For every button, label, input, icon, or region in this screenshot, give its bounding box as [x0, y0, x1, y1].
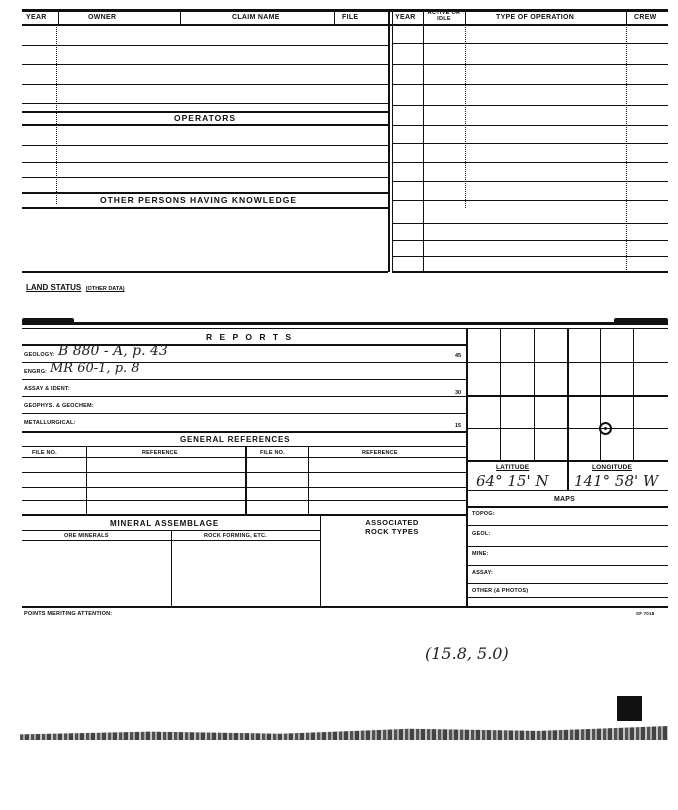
divider [308, 446, 309, 514]
row-line [22, 379, 466, 380]
center-divider [392, 9, 393, 272]
row-line [22, 396, 466, 397]
row-line [22, 64, 388, 65]
crew-header: CREW [634, 14, 657, 21]
grid-line [466, 395, 668, 397]
longitude-value: 141° 58' W [574, 472, 659, 490]
divider [58, 9, 59, 24]
divider [465, 9, 466, 24]
scan-edge-noise [20, 726, 668, 740]
latitude-value: 64° 15' N [476, 472, 549, 490]
scale-45: 45 [455, 353, 462, 359]
maps-heading: MAPS [554, 496, 576, 503]
row-line [392, 84, 668, 85]
center-divider [388, 9, 390, 272]
row-line [22, 103, 388, 104]
operators-heading: OPERATORS [174, 113, 237, 123]
file-header: FILE [342, 14, 359, 21]
assay-label: ASSAY & IDENT: [24, 386, 70, 392]
row-line [22, 487, 466, 488]
metallurgical-label: METALLURGICAL: [24, 420, 76, 426]
scale-15: 15 [455, 423, 462, 429]
row-line [466, 506, 668, 508]
smudge [22, 318, 74, 323]
row-line [392, 105, 668, 106]
row-line [22, 207, 388, 209]
row-line [22, 145, 388, 146]
longitude-label: LONGITUDE [592, 464, 633, 471]
row-line [22, 413, 466, 414]
grid-line [466, 428, 668, 429]
geophys-label: GEOPHYS. & GEOCHEM: [24, 403, 94, 409]
claim-name-header: CLAIM NAME [232, 14, 280, 21]
file-no-header-2: FILE NO. [260, 450, 285, 456]
ore-minerals-header: ORE MINERALS [64, 533, 109, 539]
row-line [22, 45, 388, 46]
divider [320, 514, 321, 606]
owner-header: OWNER [88, 14, 117, 21]
row-line [22, 177, 388, 178]
row-line [392, 200, 668, 201]
other-photos-label: OTHER (& PHOTOS) [472, 588, 529, 594]
row-line [22, 192, 388, 194]
row-line [466, 546, 668, 547]
topog-label: TOPOG: [472, 511, 495, 517]
claims-year-header: YEAR [26, 14, 47, 21]
geology-value: B 880 - A, p. 43 [58, 343, 168, 359]
divider [626, 24, 627, 272]
header-bottom-border [22, 24, 668, 26]
grid-line [500, 328, 501, 460]
row-line [392, 240, 668, 241]
rock-forming-header: ROCK FORMING, ETC. [204, 533, 267, 539]
smudge [614, 318, 668, 323]
row-line [392, 43, 668, 44]
row-line [466, 525, 668, 526]
other-persons-heading: OTHER PERSONS HAVING KNOWLEDGE [100, 195, 298, 205]
grid-line [466, 362, 668, 363]
engrg-label: ENGRG: [24, 369, 48, 375]
reference-header-1: REFERENCE [142, 450, 178, 456]
row-line [392, 181, 668, 182]
top-border [22, 9, 668, 12]
row-line [466, 597, 668, 598]
row-line [466, 565, 668, 566]
row-line [22, 84, 388, 85]
divider [86, 446, 87, 514]
row-line [22, 472, 466, 473]
row-line [22, 271, 388, 273]
operation-year-header: YEAR [395, 14, 416, 21]
divider [567, 460, 569, 490]
scale-30: 30 [455, 390, 462, 396]
grid-line [633, 328, 634, 460]
divider [423, 24, 424, 272]
form-number: SF 7018 [636, 611, 655, 616]
reference-header-2: REFERENCE [362, 450, 398, 456]
row-line [392, 143, 668, 144]
map-assay-label: ASSAY: [472, 570, 494, 576]
row-line [392, 256, 668, 257]
engrg-value: MR 60-1, p. 8 [50, 361, 140, 376]
coordinate-annotation: (15.8, 5.0) [425, 644, 509, 663]
grid-line [567, 328, 569, 460]
geol-label: GEOL: [472, 531, 491, 537]
type-of-operation-header: TYPE OF OPERATION [496, 14, 575, 21]
section-bottom-border [22, 606, 668, 608]
divider [334, 9, 335, 24]
active-idle-header: ACTIVE OR IDLE [427, 10, 461, 22]
registration-mark [617, 696, 642, 721]
divider [626, 9, 627, 24]
divider [245, 446, 247, 514]
associated-rock-types-heading: ASSOCIATED ROCK TYPES [365, 518, 419, 536]
location-marker-dot [604, 427, 607, 430]
mineral-assemblage-heading: MINERAL ASSEMBLAGE [110, 519, 220, 528]
row-line [392, 125, 668, 126]
row-line [466, 490, 668, 491]
points-meriting-attention-label: POINTS MERITING ATTENTION: [24, 611, 113, 617]
reports-heading: R E P O R T S [206, 332, 294, 342]
row-line [22, 162, 388, 163]
divider [180, 9, 181, 24]
row-line [392, 223, 668, 224]
row-line [22, 328, 668, 329]
row-line [392, 162, 668, 163]
row-line [392, 271, 668, 273]
general-references-heading: GENERAL REFERENCES [180, 435, 291, 444]
latitude-label: LATITUDE [496, 464, 530, 471]
file-no-header-1: FILE NO. [32, 450, 57, 456]
grid-line [600, 328, 601, 460]
divider [171, 530, 172, 606]
grid-line [534, 328, 535, 460]
land-status-note: (OTHER DATA) [85, 286, 125, 292]
section-top-border [22, 322, 668, 325]
row-line [22, 500, 466, 501]
geology-label: GEOLOGY: [24, 352, 55, 358]
row-line [22, 446, 466, 447]
row-line [22, 124, 388, 126]
row-line [466, 583, 668, 584]
row-line [22, 431, 466, 433]
row-line [392, 64, 668, 65]
land-status-title: LAND STATUS [26, 283, 82, 292]
row-line [22, 514, 466, 516]
land-status-label [26, 277, 125, 295]
mine-label: MINE: [472, 551, 489, 557]
row-line [22, 457, 466, 458]
divider [423, 9, 424, 24]
